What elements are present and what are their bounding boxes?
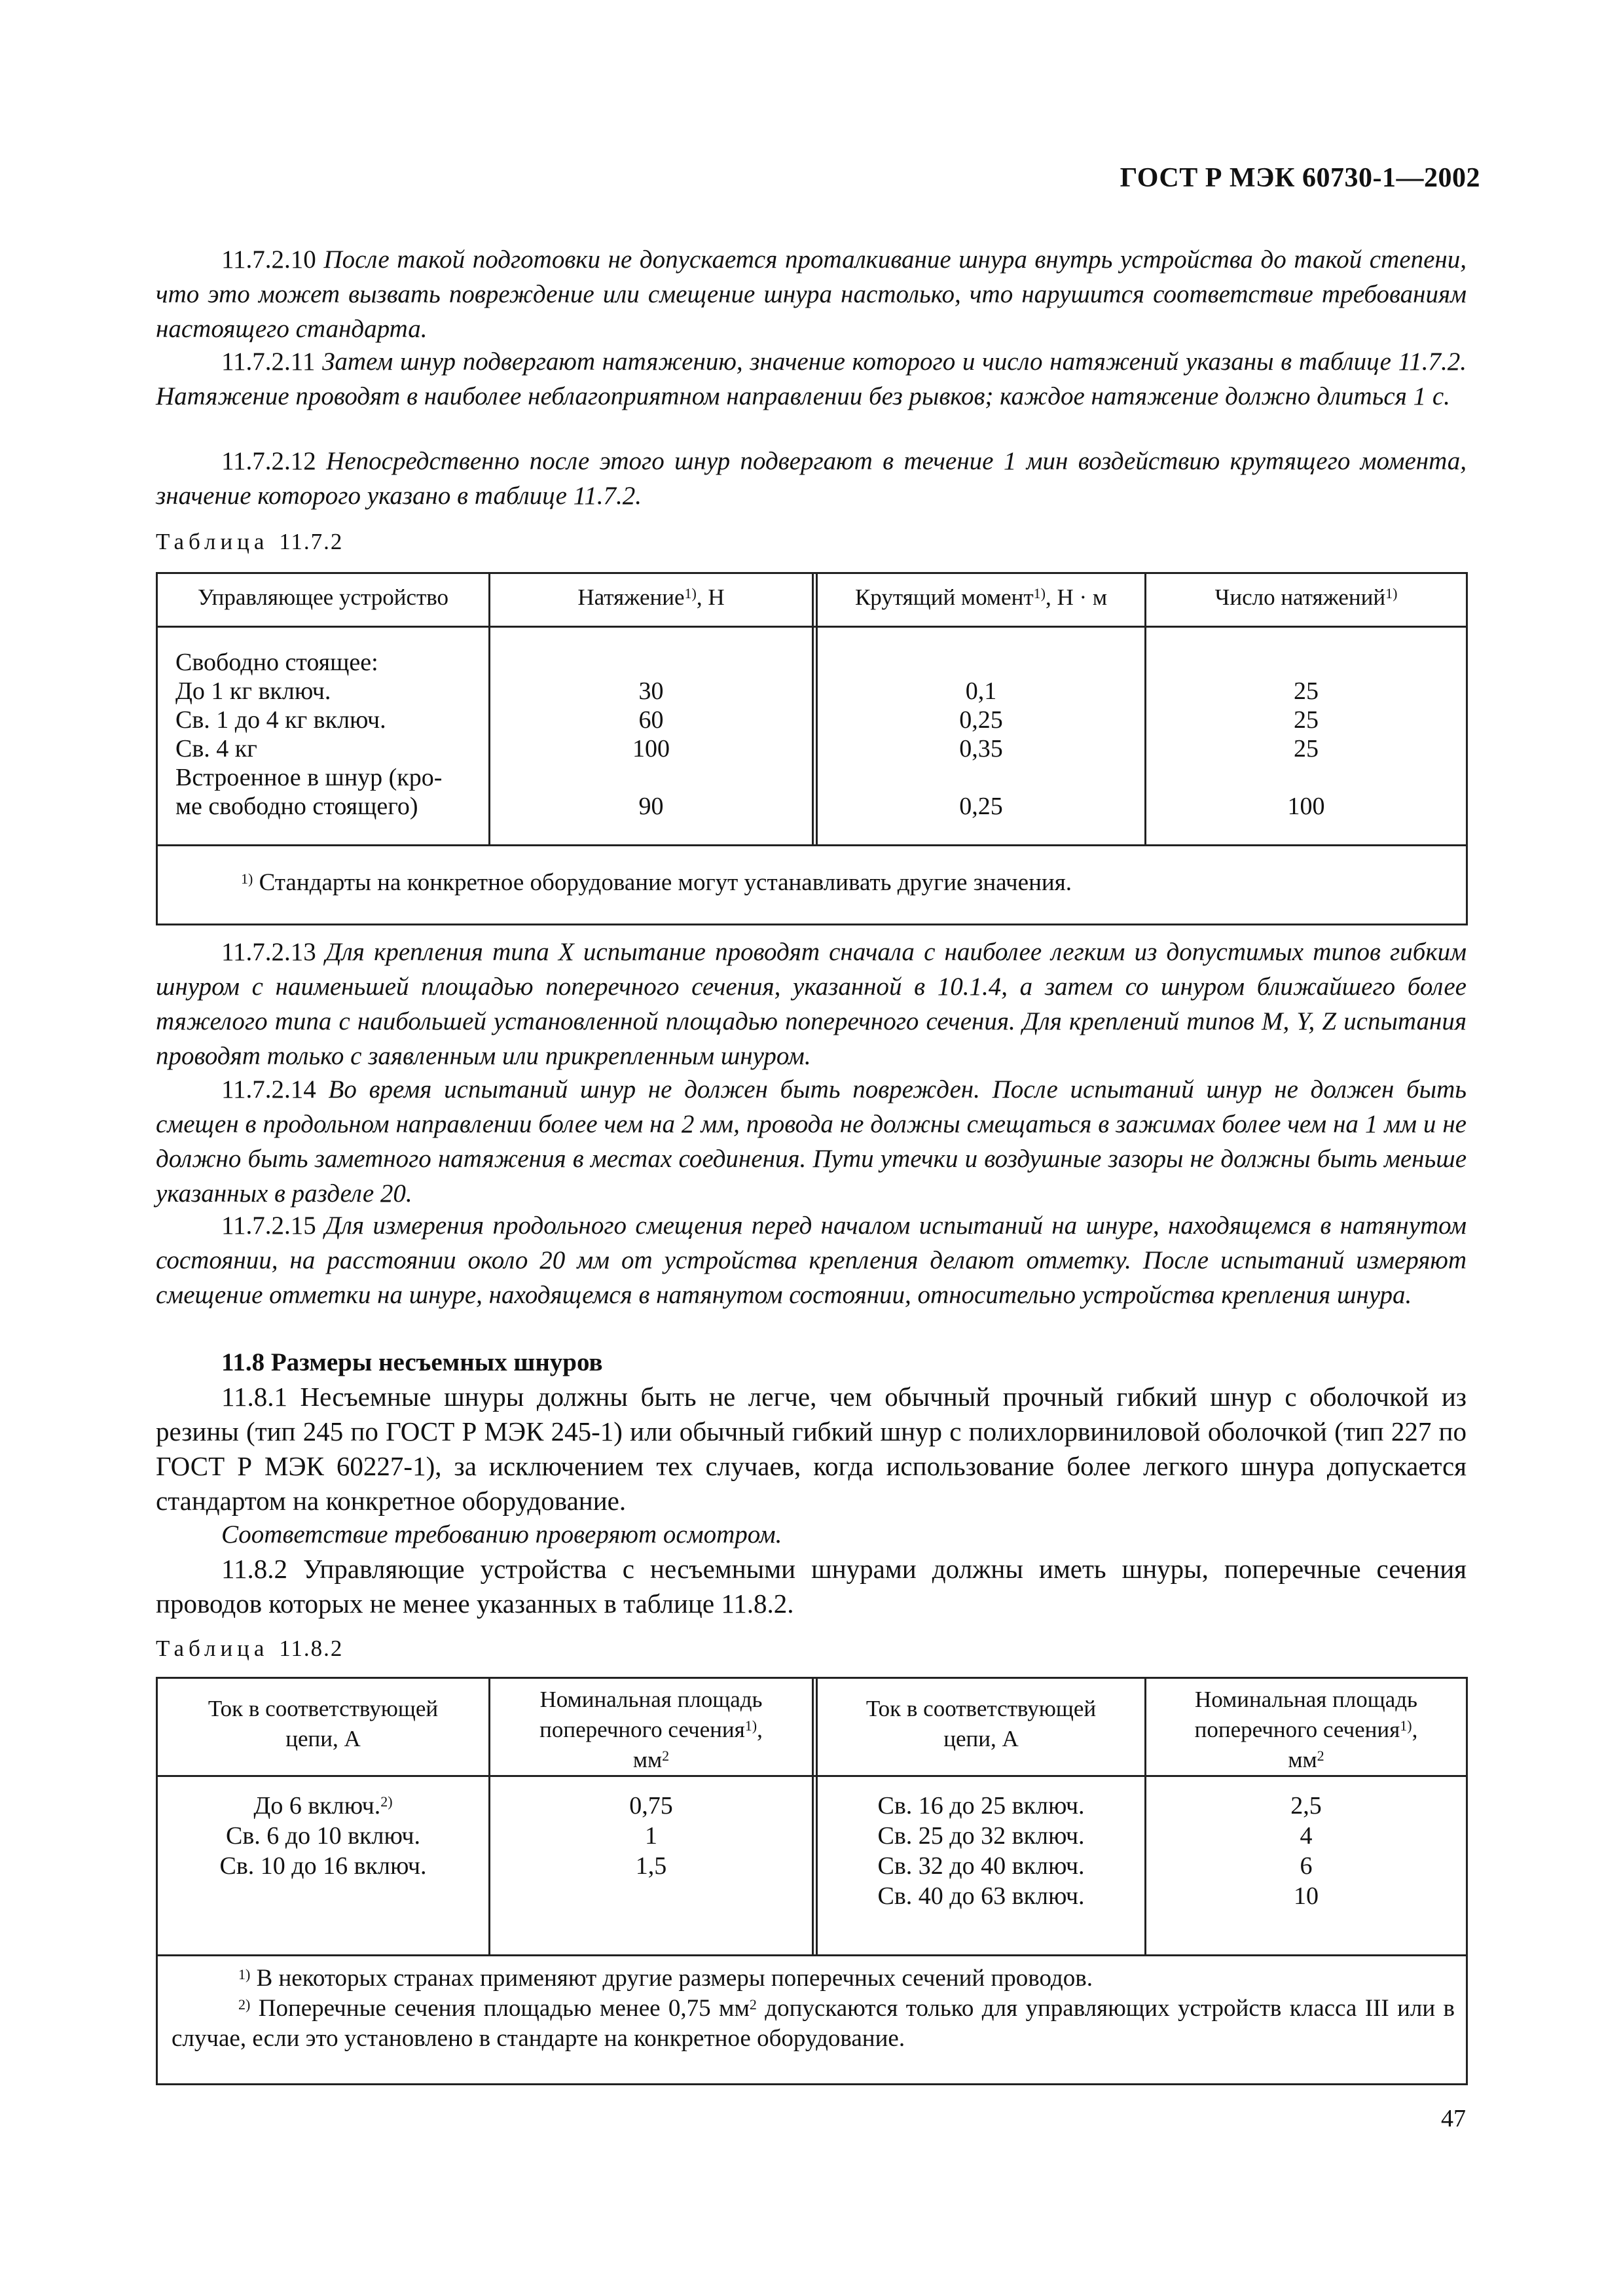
table-cell: Св. 10 до 16 включ. — [219, 1852, 427, 1880]
table-caption — [156, 529, 343, 555]
table-cell: 100 — [632, 735, 670, 762]
table-cell: 1 — [645, 1822, 657, 1850]
table-footnote: $^{2)}$ Поперечные сечения площадью менее 0,75 $мм^2$ допускаются только для управляющих устройств класса III или в случае, если это установлено в стандарте на конкретное оборудование. — [172, 1995, 1455, 2052]
table-cell: 25 — [1294, 677, 1319, 705]
table-footnote: $^{1)}$ Стандарты на конкретное оборудование могут устанавливать другие значения. — [241, 869, 1072, 896]
table-cell: 0,35 — [959, 735, 1003, 762]
table-cell: ме свободно стоящего) — [175, 793, 418, 820]
paragraph-11-7-2-15 — [156, 1208, 1467, 1312]
table-cell: 4 — [1300, 1822, 1313, 1850]
table-cell: Встроенное в шнур (кро- — [175, 764, 443, 791]
table-cell: 0,25 — [959, 706, 1003, 734]
table-caption — [156, 1636, 343, 1662]
table-cell: 1,5 — [635, 1852, 667, 1880]
table-cell: Св. 32 до 40 включ. — [877, 1852, 1085, 1880]
table-cell: 60 — [638, 706, 664, 734]
paragraph-11-8-2: 11.8.2 Управляющие устройства с несъемными шнурами должны иметь шнуры, поперечные сечения проводов которых не менее указанных в таблице 11.8.2. — [156, 1554, 1467, 1619]
column-header: Номинальная площадь поперечного сечения$^{1)}$, $мм^2$ — [539, 1687, 763, 1772]
paragraph-11-7-2-10 — [156, 242, 1467, 346]
column-header: Управляющее устройство — [197, 584, 449, 610]
table-cell: 100 — [1287, 793, 1325, 820]
clause-number: 11.7.2.14 — [221, 1075, 316, 1103]
table-cell: Св. 25 до 32 включ. — [877, 1822, 1085, 1850]
clause-number: 11.7.2.13 — [221, 938, 316, 966]
tension-column — [490, 677, 812, 821]
table-cell: 2,5 — [1290, 1792, 1322, 1820]
paragraph-11-8-1: 11.8.1 Несъемные шнуры должны быть не легче, чем обычный прочный гибкий шнур с оболочкой из резины (тип 245 по ГОСТ Р МЭК 245-1) или обычный гибкий шнур с полихлорвиниловой оболочкой (тип 227 по ГОСТ Р МЭК 60227-1), за исключением тех случаев, когда использование более легкого шнура допускается стандартом на конкретное оборудование. — [156, 1382, 1467, 1516]
paragraph-11-7-2-14 — [156, 1072, 1467, 1211]
document-header: ГОСТ Р МЭК 60730-1—2002 — [1120, 163, 1480, 193]
column-header: Номинальная площадь поперечного сечения$^{1)}$, $мм^2$ — [1194, 1687, 1418, 1772]
table-caption-number: 11.8.2 — [279, 1636, 344, 1661]
area-column-left — [490, 1791, 812, 1881]
table-cell: Св. 16 до 25 включ. — [877, 1792, 1085, 1820]
clause-text: Затем шнур подвергают натяжению, значение которого и число натяжений указаны в таблице 11.7.2. Натяжение проводят в наиболее неблагоприятном направлении без рывков; каждое натяжение должно длиться 1 с. — [156, 348, 1467, 410]
clause-text: После такой подготовки не допускается проталкивание шнура внутрь устройства до такой степени, что это может вызвать повреждение или смещение шнура настолько, что нарушится соответствие требованиям настоящего стандарта. — [156, 245, 1467, 343]
paragraph-11-7-2-11 — [156, 344, 1467, 414]
table-cell: 0,75 — [629, 1792, 673, 1820]
table-cell: Св. 40 до 63 включ. — [877, 1882, 1085, 1910]
table-caption-word: Таблица — [156, 1636, 269, 1661]
clause-number: 11.7.2.15 — [221, 1211, 316, 1240]
clause-text: Для измерения продольного смещения перед началом испытаний на шнуре, находящемся в натянутом состоянии, на расстоянии около 20 мм от устройства крепления делают отметку. После испытаний измеряют смещение отметки на шнуре, находящемся в натянутом состоянии, относительно устройства крепления шнура. — [156, 1211, 1467, 1309]
clause-text: Во время испытаний шнур не должен быть поврежден. После испытаний шнур не должен быть смещен в продольном направлении более чем на 2 мм, провода не должны смещаться в зажимах более чем на 1 мм и не должно быть заметного натяжения в местах соединения. Пути утечки и воздушные зазоры не должны быть меньше указанных в разделе 20. — [156, 1075, 1467, 1208]
device-column — [175, 648, 483, 821]
table-footnote: $^{1)}$ В некоторых странах применяют другие размеры поперечных сечений проводов. — [238, 1965, 1093, 1992]
clause-text: Непосредственно после этого шнур подвергают в течение 1 мин воздействию крутящего момента, значение которого указано в таблице 11.7.2. — [156, 447, 1467, 510]
table-cell: Свободно стоящее: — [175, 649, 378, 676]
table-caption-word: Таблица — [156, 529, 269, 554]
table-caption-number: 11.7.2 — [279, 529, 344, 554]
current-column-left — [158, 1791, 488, 1881]
table-cell: До 1 кг включ. — [175, 677, 331, 705]
table-cell: 90 — [638, 793, 664, 820]
column-header: Ток в соответствующей цепи, А — [208, 1696, 439, 1751]
page-number: 47 — [1441, 2105, 1466, 2132]
torque-column — [818, 677, 1144, 821]
table-cell: Св. 4 кг — [175, 735, 257, 762]
section-heading: 11.8 Размеры несъемных шнуров — [221, 1348, 603, 1376]
table-cell: Св. 6 до 10 включ. — [225, 1822, 421, 1850]
table-cell: До 6 включ.$^{2)}$ — [253, 1792, 393, 1820]
table-cell: 0,25 — [959, 793, 1003, 820]
table-cell: 25 — [1294, 735, 1319, 762]
table-cell: 10 — [1294, 1882, 1319, 1910]
pulls-column — [1146, 677, 1466, 821]
area-column-right — [1146, 1791, 1466, 1911]
clause-number: 11.7.2.11 — [221, 348, 316, 376]
column-header: Натяжение$^{1)}$, Н — [577, 584, 725, 610]
table-cell: 0,1 — [965, 677, 997, 705]
table-cell: 6 — [1300, 1852, 1313, 1880]
current-column-right — [818, 1791, 1144, 1911]
paragraph-11-7-2-13 — [156, 935, 1467, 1073]
column-header: Крутящий момент$^{1)}$, Н · м — [854, 584, 1108, 610]
clause-number: 11.7.2.10 — [221, 245, 316, 274]
paragraph-compliance: Соответствие требованию проверяют осмотром. — [221, 1520, 782, 1549]
table-cell: 30 — [638, 677, 664, 705]
table-cell: Св. 1 до 4 кг включ. — [175, 706, 386, 734]
table-cell: 25 — [1294, 706, 1319, 734]
column-header: Ток в соответствующей цепи, А — [866, 1696, 1097, 1751]
table-footnotes — [172, 1964, 1455, 2054]
clause-number: 11.7.2.12 — [221, 447, 316, 475]
column-header: Число натяжений$^{1)}$ — [1214, 584, 1398, 610]
clause-text: Для крепления типа X испытание проводят сначала с наиболее легким из допустимых типов гибким шнуром с наименьшей площадью поперечного сечения, указанной в 10.1.4, а затем со шнуром ближайшего более тяжелого типа с наибольшей установленной площадью поперечного сечения. Для креплений типов M, Y, Z испытания проводят только с заявленным или прикрепленным шнуром. — [156, 938, 1467, 1070]
paragraph-11-7-2-12 — [156, 444, 1467, 513]
